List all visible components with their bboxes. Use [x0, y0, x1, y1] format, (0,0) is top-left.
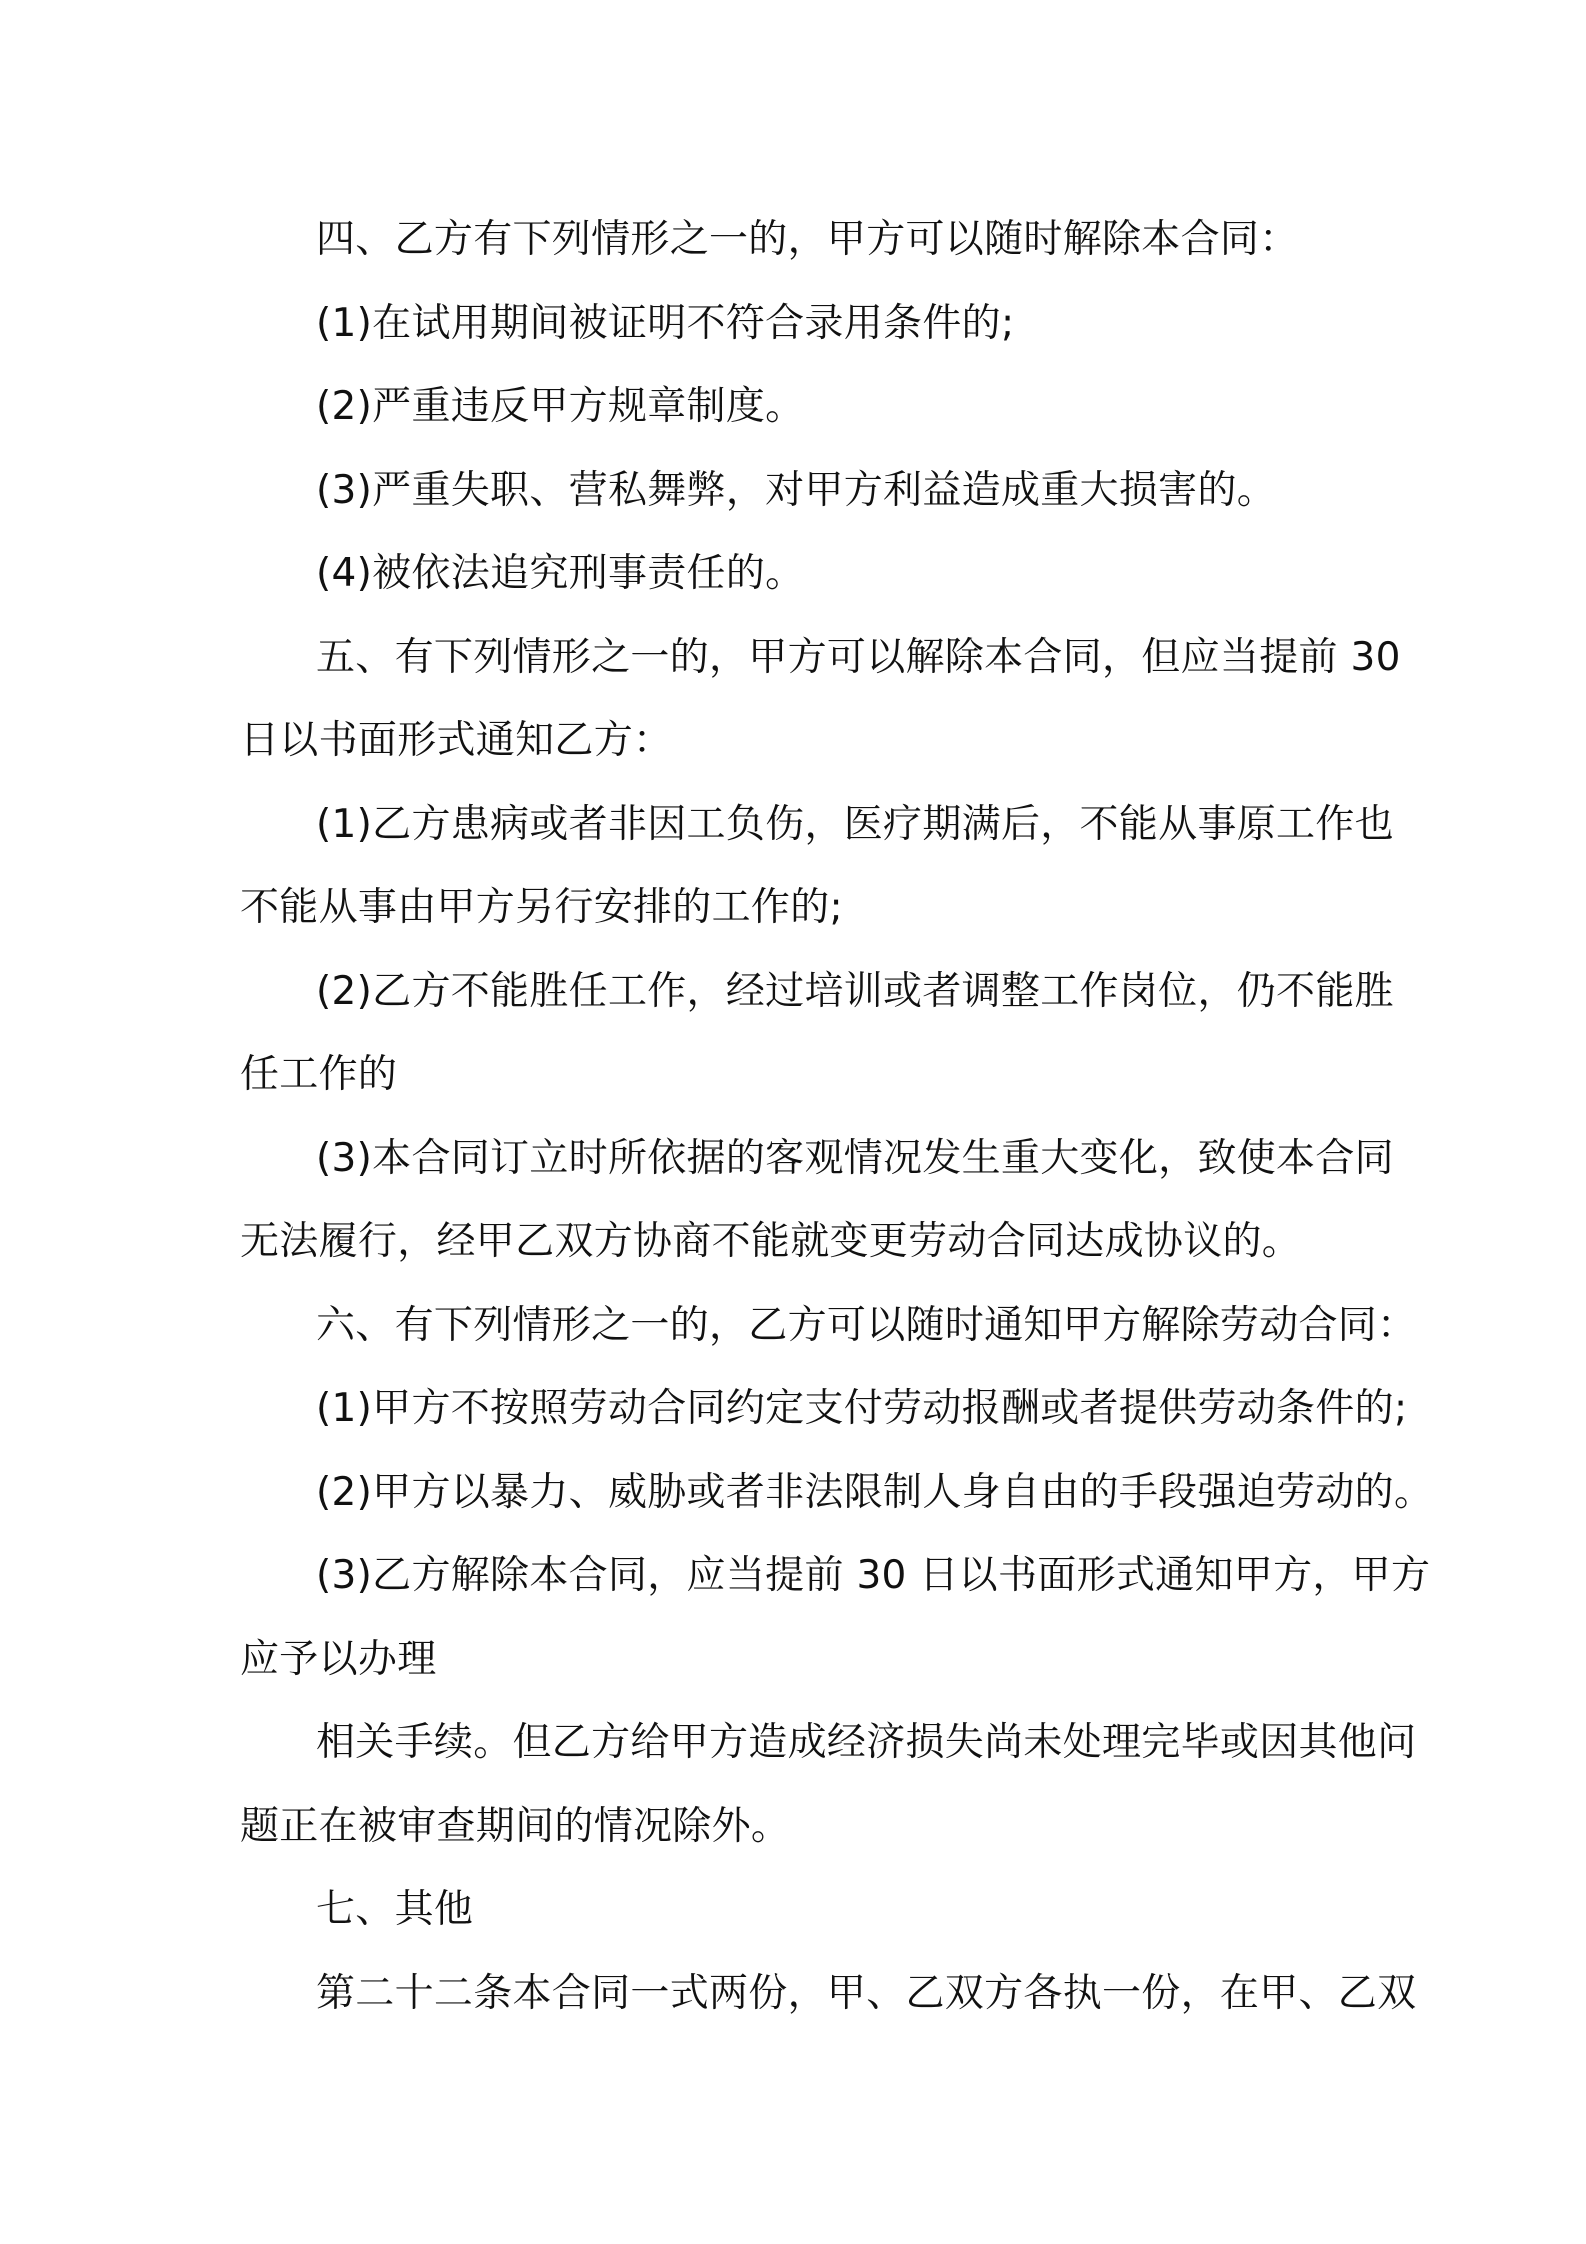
- paragraph-continuation: 无法履行，经甲乙双方协商不能就变更劳动合同达成协议的。: [240, 1219, 1302, 1264]
- list-item: (3)本合同订立时所依据的客观情况发生重大变化，致使本合同: [316, 1135, 1394, 1181]
- section-heading-6: 六、有下列情形之一的，乙方可以随时通知甲方解除劳动合同：: [316, 1302, 1417, 1348]
- paragraph: 第二十二条本合同一式两份，甲、乙双方各执一份，在甲、乙双: [316, 1970, 1417, 2016]
- section-heading-7: 七、其他: [316, 1887, 474, 1932]
- paragraph-continuation: 应予以办理: [240, 1636, 437, 1682]
- list-item: (1)甲方不按照劳动合同约定支付劳动报酬或者提供劳动条件的;: [316, 1386, 1408, 1431]
- list-item: (3)严重失职、营私舞弊，对甲方利益造成重大损害的。: [316, 467, 1277, 513]
- list-item: (3)乙方解除本合同，应当提前 30 日以书面形式通知甲方，甲方: [316, 1553, 1431, 1598]
- paragraph-continuation: 不能从事由甲方另行安排的工作的;: [240, 885, 843, 930]
- section-heading-5: 五、有下列情形之一的，甲方可以解除本合同，但应当提前 30: [316, 634, 1401, 680]
- paragraph-continuation: 任工作的: [240, 1052, 398, 1097]
- list-item: (1)乙方患病或者非因工负伤，医疗期满后，不能从事原工作也: [316, 801, 1394, 847]
- list-item: (2)甲方以暴力、威胁或者非法限制人身自由的手段强迫劳动的。: [316, 1469, 1434, 1515]
- list-item: (1)在试用期间被证明不符合录用条件的;: [316, 300, 1015, 346]
- paragraph-continuation: 日以书面形式通知乙方：: [240, 718, 673, 763]
- section-heading-4: 四、乙方有下列情形之一的，甲方可以随时解除本合同：: [316, 217, 1299, 262]
- paragraph: 相关手续。但乙方给甲方造成经济损失尚未处理完毕或因其他问: [316, 1720, 1417, 1765]
- paragraph-continuation: 题正在被审查期间的情况除外。: [240, 1803, 791, 1849]
- list-item: (2)严重违反甲方规章制度。: [316, 384, 805, 429]
- list-item: (2)乙方不能胜任工作，经过培训或者调整工作岗位，仍不能胜: [316, 968, 1394, 1014]
- list-item: (4)被依法追究刑事责任的。: [316, 551, 805, 596]
- document-body: [240, 198, 1434, 2035]
